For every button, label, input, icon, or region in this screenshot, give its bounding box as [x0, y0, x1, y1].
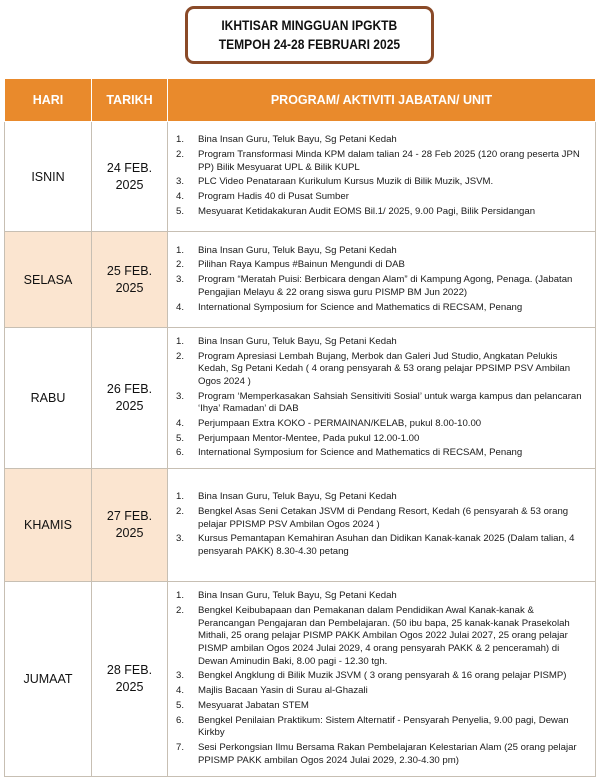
program-item-number: 2.: [176, 149, 185, 161]
program-item-text: Bina Insan Guru, Teluk Bayu, Sg Petani Kedah: [198, 134, 397, 146]
program-item-text: Majlis Bacaan Yasin di Surau al-Ghazali: [198, 685, 368, 697]
program-item-number: 2.: [176, 350, 185, 362]
title-line-1: IKHTISAR MINGGUAN IPGKTB: [221, 17, 398, 33]
program-cell: [168, 582, 596, 777]
program-item-text: Program Transformasi Minda KPM dalam talian 24 - 28 Feb 2025 (120 orang peserta JPN PP) Bilik Mesyuarat UPL & Bilik KUPL: [198, 149, 580, 173]
program-item: [172, 149, 589, 174]
program-item-number: 3.: [176, 670, 185, 682]
program-list: [172, 245, 589, 315]
table-row: [5, 328, 596, 469]
program-item-number: 5.: [176, 205, 185, 217]
program-item-text: Bina Insan Guru, Teluk Bayu, Sg Petani Kedah: [198, 491, 397, 503]
date-year: 2025: [115, 526, 144, 540]
program-item-text: Bengkel Keibubapaan dan Pemakanan dalam Pendidikan Awal Kanak-kanak & Perancangan Pengajaran dan Pembelajaran. (50 ibu bapa, 25 kanak-kanak Prasekolah Mithali, 25 orang pelajar PISMP PAKK Ambilan Ogos 2022 Julai 2027, 25 orang pelajar PISMP ambilan Ogos 2024 Julai 2029, 4 orang pensyarah PAKK & 2 penceramah) di Dewan Aminudin Baki, 8.00 pagi - 12.30 tgh.: [198, 605, 570, 667]
program-item-number: 3.: [176, 274, 185, 286]
program-item-text: Perjumpaan Mentor-Mentee, Pada pukul 12.00-1.00: [198, 432, 420, 444]
program-item: [172, 418, 589, 431]
program-item-number: 4.: [176, 417, 185, 429]
program-item-number: 4.: [176, 191, 185, 203]
program-item-number: 1.: [176, 244, 185, 256]
program-item-number: 6.: [176, 447, 185, 459]
program-list: [172, 491, 589, 558]
program-item-text: Program “Meratah Puisi: Berbicara dengan Alam” di Kampung Agong, Penaga. (Jabatan Pengajian Melayu & 22 orang siswa guru PISMP BM Jun 2022): [198, 274, 573, 298]
date-cell: [92, 328, 168, 469]
day-cell: KHAMIS: [5, 469, 92, 582]
program-item: [172, 447, 589, 460]
program-list: [172, 590, 589, 767]
program-cell: [168, 232, 596, 328]
table-row: [5, 469, 596, 582]
program-item: [172, 274, 589, 299]
date-year: 2025: [115, 399, 144, 413]
program-item-text: Pilihan Raya Kampus #Bainun Mengundi di DAB: [198, 259, 405, 271]
program-item-number: 2.: [176, 259, 185, 271]
program-item-number: 1.: [176, 335, 185, 347]
program-item: [172, 506, 589, 531]
program-item-number: 3.: [176, 176, 185, 188]
program-item-text: Sesi Perkongsian Ilmu Bersama Rakan Pembelajaran Kelestarian Alam (25 orang pelajar PPISMP PAKK ambilan Ogos 2024 Julai 2029, 2.30-4.30 pm): [198, 742, 577, 766]
program-item-text: Mesyuarat Ketidakakuran Audit EOMS Bil.1/ 2025, 9.00 Pagi, Bilik Persidangan: [198, 205, 536, 217]
date-day-month: 26 FEB.: [106, 382, 153, 396]
title-box: [185, 6, 434, 64]
column-header-tarikh: TARIKH: [92, 79, 168, 122]
program-item: [172, 533, 589, 558]
program-item: [172, 742, 589, 767]
program-item-text: Program Apresiasi Lembah Bujang, Merbok dan Galeri Jud Studio, Angkatan Pelukis Kedah, Sg Petani Kedah ( 4 orang pensyarah & 53 orang pelajar PPSIMP PSV Ambilan Ogos 2024 ): [198, 350, 571, 387]
date-cell: [92, 582, 168, 777]
program-item: [172, 670, 589, 683]
program-item-number: 1.: [176, 134, 185, 146]
program-item: [172, 302, 589, 315]
program-item-number: 5.: [176, 699, 185, 711]
date-year: 2025: [115, 680, 144, 694]
program-item-text: Perjumpaan Extra KOKO - PERMAINAN/KELAB, pukul 8.00-10.00: [198, 417, 482, 429]
table-header-row: [5, 79, 596, 122]
table-row: [5, 232, 596, 328]
table-row: [5, 582, 596, 777]
program-item-number: 4.: [176, 685, 185, 697]
date-cell: [92, 469, 168, 582]
date-cell: [92, 232, 168, 328]
program-item-number: 7.: [176, 742, 185, 754]
program-item: [172, 715, 589, 740]
program-item: [172, 176, 589, 189]
program-cell: [168, 328, 596, 469]
program-item: [172, 134, 589, 147]
weekly-schedule-table: [4, 78, 596, 777]
program-item-text: Bina Insan Guru, Teluk Bayu, Sg Petani Kedah: [198, 244, 397, 256]
table-body: [5, 122, 596, 777]
date-year: 2025: [115, 177, 144, 192]
program-item-number: 2.: [176, 506, 185, 518]
date-cell: [92, 122, 168, 232]
program-item-number: 1.: [176, 590, 185, 602]
program-cell: [168, 122, 596, 232]
program-item-text: Bina Insan Guru, Teluk Bayu, Sg Petani Kedah: [198, 590, 397, 602]
table-row: [5, 122, 596, 232]
program-item: [172, 351, 589, 389]
program-item-text: Mesyuarat Jabatan STEM: [198, 699, 309, 711]
program-item-number: 3.: [176, 533, 185, 545]
program-item-text: Bengkel Penilaian Praktikum: Sistem Alternatif - Pensyarah Penyelia, 9.00 pagi, Dewan Kirkby: [198, 714, 569, 739]
program-item-text: Program Hadis 40 di Pusat Sumber: [198, 191, 349, 203]
date-day-month: 24 FEB.: [106, 160, 153, 175]
program-item: [172, 245, 589, 258]
program-item: [172, 491, 589, 504]
program-item: [172, 336, 589, 349]
program-list: [172, 134, 589, 218]
program-item-number: 6.: [176, 714, 185, 726]
date-year: 2025: [115, 280, 144, 295]
program-item-number: 3.: [176, 390, 185, 402]
program-item: [172, 685, 589, 698]
program-item-text: PLC Video Penataraan Kurikulum Kursus Muzik di Bilik Muzik, JSVM.: [198, 176, 494, 188]
day-cell: JUMAAT: [5, 582, 92, 777]
date-day-month: 27 FEB.: [106, 509, 153, 523]
program-item-text: International Symposium for Science and Mathematics di RECSAM, Penang: [198, 447, 523, 459]
day-cell: ISNIN: [5, 122, 92, 232]
program-item-text: International Symposium for Science and Mathematics di RECSAM, Penang: [198, 301, 523, 313]
program-item-text: Kursus Pemantapan Kemahiran Asuhan dan Didikan Kanak-kanak 2025 (Dalam talian, 4 pensyarah PAKK) 8.30-4.30 petang: [198, 533, 575, 557]
program-item: [172, 259, 589, 272]
program-item-number: 4.: [176, 301, 185, 313]
day-cell: SELASA: [5, 232, 92, 328]
program-item-number: 5.: [176, 432, 185, 444]
program-item: [172, 391, 589, 416]
column-header-program: PROGRAM/ AKTIVITI JABATAN/ UNIT: [168, 79, 596, 122]
program-item-text: Bina Insan Guru, Teluk Bayu, Sg Petani Kedah: [198, 335, 397, 347]
program-item-number: 2.: [176, 605, 185, 617]
program-item: [172, 433, 589, 446]
program-item-text: Bengkel Angklung di Bilik Muzik JSVM ( 3 orang pensyarah & 16 orang pelajar PISMP): [198, 670, 567, 682]
day-cell: RABU: [5, 328, 92, 469]
column-header-hari: HARI: [5, 79, 92, 122]
program-item-number: 1.: [176, 491, 185, 503]
program-item: [172, 605, 589, 668]
program-item-text: Bengkel Asas Seni Cetakan JSVM di Pendang Resort, Kedah (6 pensyarah & 53 orang pelajar PPISMP PSV Ambilan Ogos 2024 ): [198, 506, 569, 530]
program-item-text: Program ‘Memperkasakan Sahsiah Sensitiviti Sosial’ untuk warga kampus dan pelancaran ‘Ihya’ Ramadan’ di DAB: [198, 390, 582, 415]
date-day-month: 28 FEB.: [106, 663, 153, 677]
program-item: [172, 700, 589, 713]
program-item: [172, 191, 589, 204]
date-day-month: 25 FEB.: [106, 263, 153, 278]
title-line-2: TEMPOH 24-28 FEBRUARI 2025: [218, 36, 401, 52]
program-list: [172, 336, 589, 460]
program-item: [172, 590, 589, 603]
program-cell: [168, 469, 596, 582]
program-item: [172, 206, 589, 219]
